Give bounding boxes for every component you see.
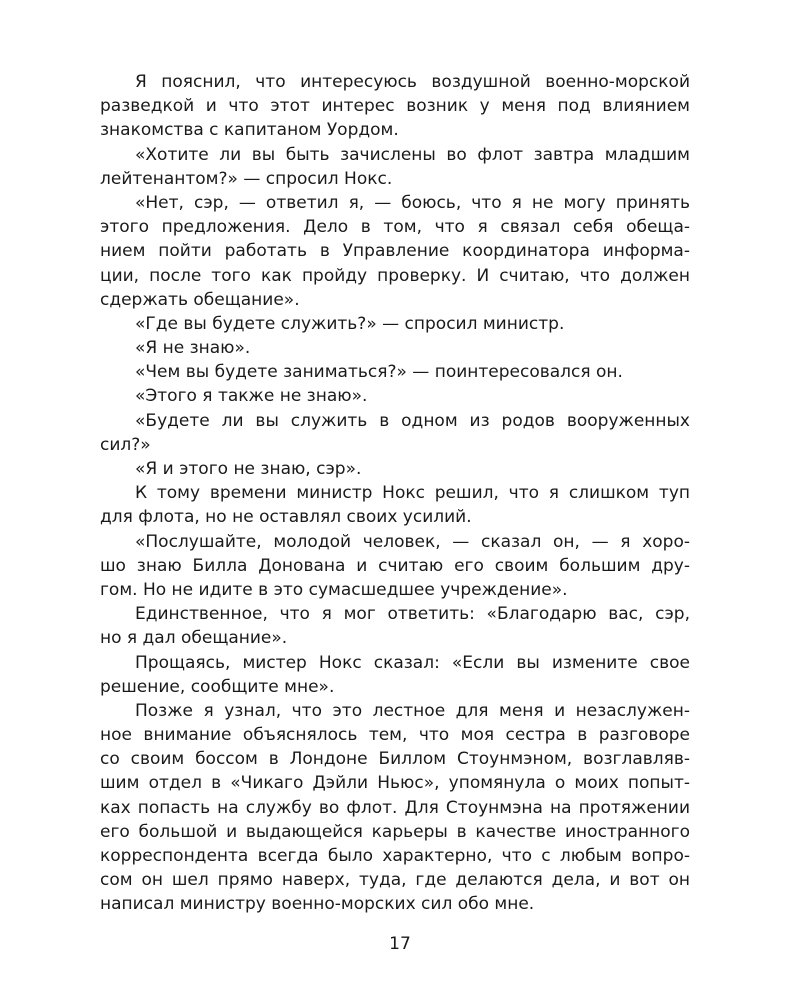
paragraph: [100, 481, 690, 529]
paragraph: [100, 602, 690, 650]
text-line: «Нет, сэр, — ответил я, — боюсь, что я не могу принять: [135, 192, 690, 213]
paragraph: [100, 312, 690, 336]
paragraph: [100, 143, 690, 191]
text-line: корреспондента всегда было характерно, что с любым вопро-: [100, 846, 690, 866]
text-line: Единственное, что я мог ответить: «Благодарю вас, сэр,: [135, 604, 690, 625]
text-line: «Я и этого не знаю, сэр».: [135, 459, 362, 479]
text-line: решение, сообщите мне».: [100, 676, 335, 697]
text-line: шим отдел в «Чикаго Дэйли Ньюс», упомянула о моих попыт-: [100, 773, 690, 794]
paragraph: [100, 457, 690, 481]
text-line: Прощаясь, мистер Нокс сказал: «Если вы измените свое: [135, 652, 690, 673]
text-line: сом он шел прямо наверх, туда, где делаются дела, и вот он: [100, 870, 690, 891]
text-line: его большой и выдающейся карьеры в качестве иностранного: [100, 821, 690, 842]
paragraph: [100, 191, 690, 312]
paragraph: [100, 530, 690, 603]
text-line: нием пойти работать в Управление координатора информа-: [100, 241, 690, 262]
text-line: «Хотите ли вы быть зачислены во флот завтра младшим: [135, 144, 690, 165]
paragraph: [100, 70, 690, 143]
text-line: гом. Но не идите в это сумасшедшее учреждение».: [100, 579, 568, 600]
paragraph: [100, 360, 690, 384]
text-line: знакомства с капитаном Уордом.: [100, 120, 399, 141]
text-line: шо знаю Билла Донована и считаю его своим большим дру-: [100, 555, 690, 576]
text-line: этого предложения. Дело в том, что я связал себя обеща-: [100, 217, 690, 238]
paragraph: [100, 699, 690, 917]
text-line: ное внимание объяснялось тем, что моя сестра в разговоре: [100, 725, 690, 746]
text-line: написал министру военно-морских сил обо мне.: [100, 894, 535, 915]
text-line: сил?»: [100, 434, 151, 455]
paragraph: [100, 409, 690, 457]
text-line: «Этого я также не знаю».: [135, 386, 368, 407]
text-line: «Послушайте, молодой человек, — сказал он, — я хоро-: [135, 531, 690, 552]
body-text: [100, 70, 690, 917]
paragraph: [100, 384, 690, 408]
text-line: ции, после того как пройду проверку. И считаю, что должен: [100, 265, 690, 286]
paragraph: [100, 336, 690, 360]
text-line: К тому времени министр Нокс решил, что я слишком туп: [135, 483, 690, 504]
text-line: Я пояснил, что интересуюсь воздушной военно-морской: [135, 72, 690, 92]
text-line: Позже я узнал, что это лестное для меня и незаслужен-: [135, 700, 690, 721]
text-line: ках попасть на службу во флот. Для Стоунмэна на протяжении: [100, 797, 690, 818]
text-line: для флота, но не оставлял своих усилий.: [100, 507, 472, 528]
text-line: «Чем вы будете заниматься?» — поинтересовался он.: [135, 362, 623, 383]
text-line: со своим боссом в Лондоне Биллом Стоунмэном, возглавляв-: [100, 749, 690, 770]
text-line: лейтенантом?» — спросил Нокс.: [100, 168, 393, 189]
text-line: «Я не знаю».: [135, 338, 251, 359]
text-line: сдержать обещание».: [100, 289, 300, 310]
text-line: но я дал обещание».: [100, 628, 288, 649]
page-number: 17: [389, 934, 411, 954]
paragraph: [100, 651, 690, 699]
text-line: «Будете ли вы служить в одном из родов вооруженных: [135, 410, 690, 431]
text-line: «Где вы будете служить?» — спросил министр.: [135, 313, 565, 334]
text-line: разведкой и что этот интерес возник у меня под влиянием: [100, 96, 690, 117]
